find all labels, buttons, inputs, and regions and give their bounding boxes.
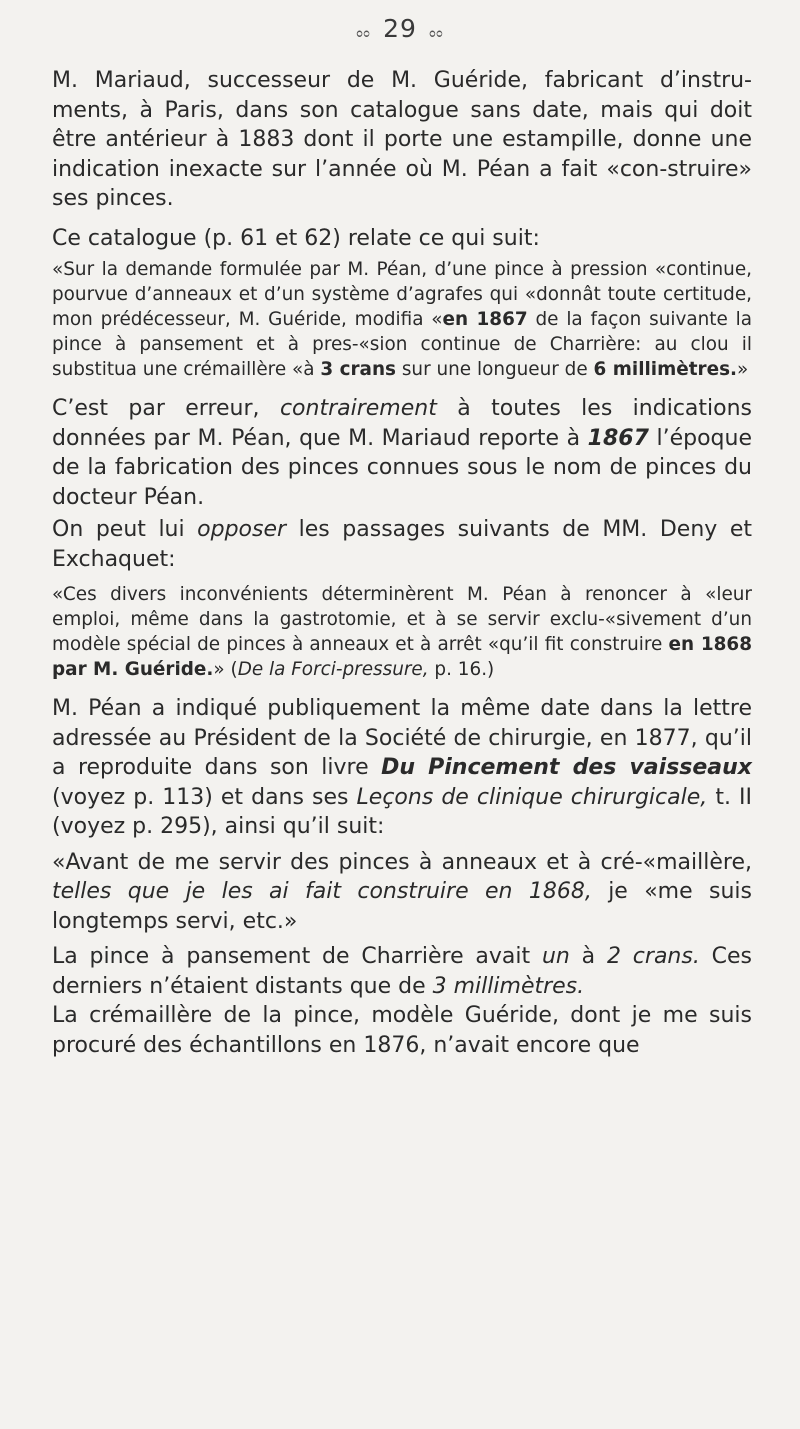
quote-3: «Avant de me servir des pinces à anneaux et à cré-«maillère, telles que je les ai fait construire en 1868, je «me suis longtemps servi, etc.» bbox=[52, 849, 752, 934]
ornament-right-icon: ೲ bbox=[428, 21, 445, 42]
paragraph-1: M. Mariaud, successeur de M. Guéride, fabricant d’instru-ments, à Paris, dans son catalogue sans date, mais qui doit être antérieur à 1883 dont il porte une estampille, donne une indication inexacte sur l’année où M. Péan a fait «con-struire» ses pinces. bbox=[52, 68, 752, 211]
page-number: 29 bbox=[383, 14, 417, 43]
paragraph-7: La crémaillère de la pince, modèle Guéride, dont je me suis procuré des échantillons en 1876, n’avait encore que bbox=[52, 1003, 752, 1058]
paragraph-4: On peut lui opposer les passages suivants de MM. Deny et Exchaquet: bbox=[52, 517, 752, 572]
paragraph-5: M. Péan a indiqué publiquement la même date dans la lettre adressée au Président de la Société de chirurgie, en 1877, qu’il a reproduite dans son livre Du Pincement des vaisseaux (voyez p. 113) et dans ses Leçons de clinique chirurgicale, t. II (voyez p. 295), ainsi qu’il suit: bbox=[52, 696, 752, 839]
paragraph-3: C’est par erreur, contrairement à toutes les indications données par M. Péan, que M. Mariaud reporte à 1867 l’époque de la fabrication des pinces connues sous le nom de pinces du docteur Péan. bbox=[52, 396, 752, 510]
quote-1: «Sur la demande formulée par M. Péan, d’une pince à pression «continue, pourvue d’anneaux et d’un système d’agrafes qui «donnât toute certitude, mon prédécesseur, M. Guéride, modifia «en 1867 de la façon suivante la pince à pansement et à pres-«sion continue de Charrière: au clou il substitua une crémaillère «à 3 crans sur une longueur de 6 millimètres.» bbox=[52, 259, 753, 380]
paragraph-6: La pince à pansement de Charrière avait un à 2 crans. Ces derniers n’étaient distants que de 3 millimètres. bbox=[52, 944, 753, 999]
quote-2: «Ces divers inconvénients déterminèrent M. Péan à renoncer à «leur emploi, même dans la gastrotomie, et à se servir exclu-«sivement d’un modèle spécial de pinces à anneaux et à arrêt «qu’il fit construire en 1868 par M. Guéride.» (De la Forci-pressure, p. 16.) bbox=[52, 584, 752, 680]
page-header bbox=[0, 14, 800, 43]
body-text bbox=[52, 66, 752, 1060]
ornament-left-icon: ೲ bbox=[355, 21, 372, 42]
paragraph-2: Ce catalogue (p. 61 et 62) relate ce qui suit: bbox=[52, 225, 540, 251]
